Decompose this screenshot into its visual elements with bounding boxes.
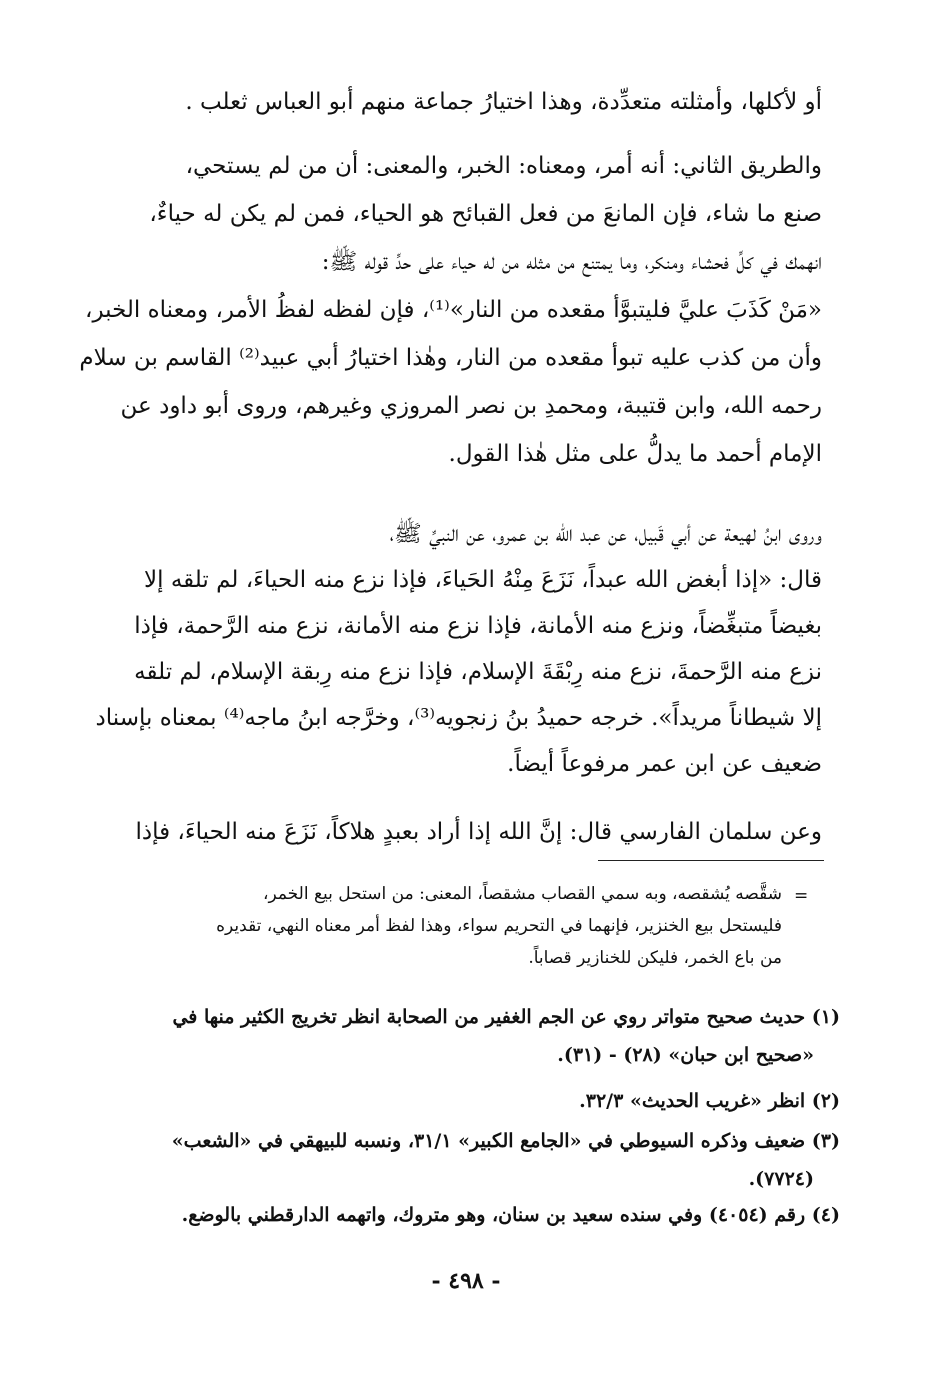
footnote-line: شقَّصه يُشقصه، وبه سمي القصاب مشقصاً، المعنى: من استحل بيع الخمر،: [262, 884, 782, 904]
footnote-separator: [598, 860, 824, 861]
page-number: - ٤٩٨ -: [431, 1268, 501, 1294]
body-line: الإمام أحمد ما يدلُّ على مثل هٰذا القول.: [448, 441, 822, 467]
body-line: وعن سلمان الفارسي قال: إنَّ الله إذا أراد بعبدٍ هلاكاً، نَزَعَ منه الحياءَ، فإذا: [135, 819, 822, 845]
body-line: أو لأكلها، وأمثلته متعدِّدة، وهذا اختيارُ جماعة منهم أبو العباس ثعلب .: [185, 89, 822, 115]
footnote-1: (١) حديث صحيح متواتر روي عن الجم الغفير من الصحابة انظر تخريج الكثير منها في: [172, 1006, 840, 1028]
body-line: بغيضاً متبغِّضاً، ونزع منه الأمانة، فإذا نزع منه الأمانة، نزع منه الرَّحمة، فإذا: [134, 613, 822, 639]
body-line: انهمك في كلِّ فحشاء ومنكر، وما يمتنع من مثله من له حياء على حدِّ قوله ﷺ:: [321, 249, 822, 275]
footnote-4: (٤) رقم (٤٠٥٤) وفي سنده سعيد بن سنان، وهو متروك، واتهمه الدارقطني بالوضع.: [181, 1204, 840, 1226]
body-line: إلا شيطاناً مريداً». خرجه حميدُ بنُ زنجويه⁽³⁾، وخرَّجه ابنُ ماجه⁽⁴⁾ بمعناه بإسناد: [95, 705, 822, 731]
body-line: والطريق الثاني: أنه أمر، ومعناه: الخبر، والمعنى: أن من لم يستحي،: [185, 153, 822, 179]
body-line: وروى ابنُ لهيعة عن أبي قَبيل، عن عبد الله بن عمرو، عن النبيِّ ﷺ،: [389, 521, 822, 547]
footnote-2: (٢) انظر «غريب الحديث» ٣٢/٣.: [579, 1090, 840, 1112]
body-line: «مَنْ كَذَبَ عليَّ فليتبوَّأ مقعده من النار»⁽¹⁾، فإن لفظه لفظُ الأمر، ومعناه الخبر،: [85, 297, 822, 323]
footnote-3: (٣) ضعيف وذكره السيوطي في «الجامع الكبير» ٣١/١، ونسبه للبيهقي في «الشعب»: [171, 1130, 840, 1152]
body-line: قال: «إذا أبغض الله عبداً، نَزَعَ مِنْهُ الحَياءَ، فإذا نزع منه الحياءَ، لم تلقه إلا: [144, 567, 822, 593]
body-line: وأن من كذب عليه تبوأ مقعده من النار، وهٰذا اختيارُ أبي عبيد⁽²⁾ القاسم بن سلام: [79, 345, 822, 371]
continuation-marker: =: [794, 886, 809, 906]
body-line: ضعيف عن ابن عمر مرفوعاً أيضاً.: [507, 751, 822, 777]
body-line: رحمه الله، وابن قتيبة، ومحمدِ بن نصر المروزي وغيرهم، وروى أبو داود عن: [120, 393, 822, 419]
footnote-line: فليستحل بيع الخنزير، فإنهما في التحريم سواء، وهذا لفظ أمر معناه النهي، تقديره: [216, 916, 782, 936]
body-line: نزع منه الرَّحمةَ، نزع منه رِبْقَةَ الإسلام، فإذا نزع منه رِبقة الإسلام، لم تلقه: [134, 659, 822, 685]
body-line: صنع ما شاء، فإن المانعَ من فعل القبائح هو الحياء، فمن لم يكن له حياءٌ،: [149, 201, 822, 227]
footnote-3-line-2: (٧٧٢٤).: [748, 1168, 814, 1190]
footnote-line: من باع الخمر، فليكن للخنازير قصاباً.: [528, 948, 782, 968]
footnote-1-line-2: «صحيح ابن حبان» (٢٨) - (٣١).: [557, 1044, 814, 1066]
